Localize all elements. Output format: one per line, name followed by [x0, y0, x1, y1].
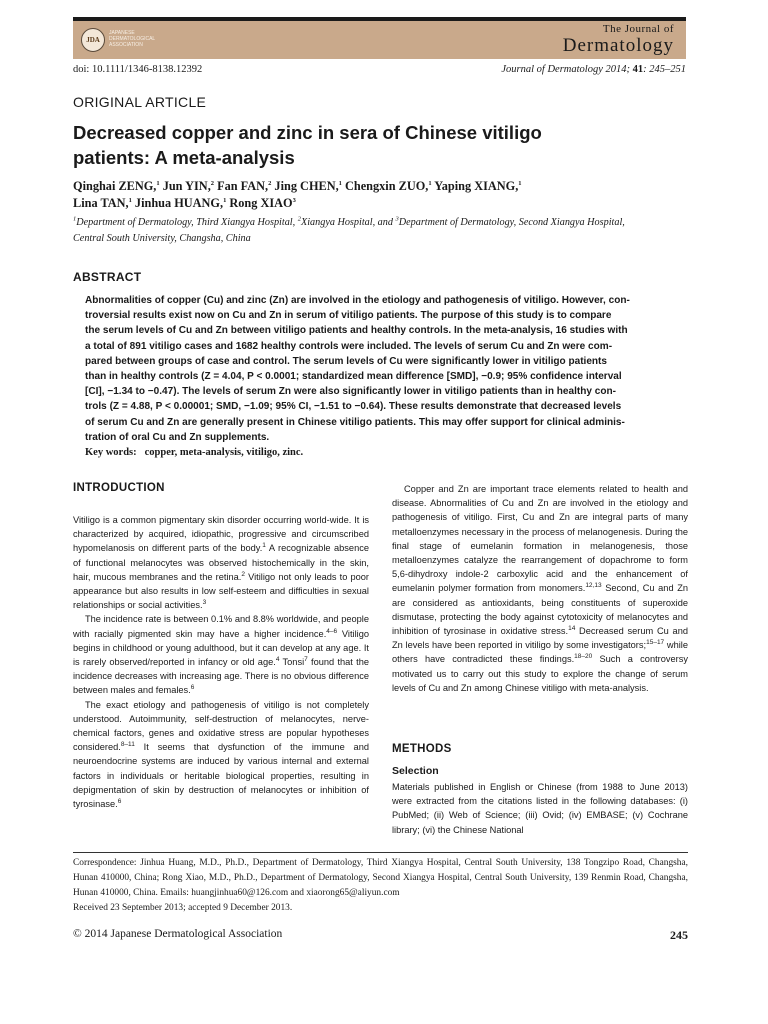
- abstract-line: trols (Z = 4.88, P < 0.00001; SMD, −1.09; 95% CI, −1.51 to −0.64). These results demonstrate that decreased levels: [85, 401, 622, 413]
- citation-volume: 41: [632, 64, 644, 75]
- citation-marker: 6: [117, 797, 122, 805]
- affil-text: Department of Dermatology, Second Xiangya Hospital,: [398, 217, 625, 228]
- paragraph: [73, 513, 369, 612]
- citation: [501, 64, 686, 75]
- title-line: Decreased copper and zinc in sera of Chinese vitiligo: [73, 122, 542, 143]
- author-affil-marker: 1: [223, 196, 227, 204]
- paragraph: [73, 698, 369, 812]
- text-run: A recognizable absence of functional melanocytes was observed histochemically in the skin, hair, mucous membranes and the retina.: [73, 543, 369, 582]
- author-name: Fan FAN,: [214, 179, 269, 193]
- citation-marker: 3: [202, 599, 207, 607]
- copyright: © 2014 Japanese Dermatological Association: [73, 928, 283, 940]
- footnote-divider: [73, 852, 688, 853]
- right-column-body: [392, 482, 688, 695]
- journal-title: [563, 23, 674, 56]
- citation-marker: 4: [275, 655, 280, 663]
- keywords: [85, 447, 303, 458]
- methods-heading: METHODS: [392, 743, 452, 755]
- association-name: [109, 30, 229, 48]
- citation-marker: 1: [262, 542, 266, 550]
- journal-banner: [73, 17, 686, 59]
- abstract-line: the serum levels of Cu and Zn between vitiligo patients and healthy controls. In the meta-analysis, 16 studies with: [85, 325, 628, 337]
- text-run: It seems that dysfunction of the immune and neuroendocrine systems are induced by various internal and external factors in individuals or heritable biological properties, resulting in depigmentation of skin by destruction of melanocytes or inhibition of tyrosinase.: [73, 742, 369, 810]
- abstract-line: than in healthy controls (Z = 4.04, P < 0.0001; standardized mean difference [SMD], −0.9; 95% confidence interval: [85, 371, 622, 383]
- text-run: Vitiligo is a common pigmentary skin disorder occurring world-wide. It is characterized by acquired, idiopathic, progressive and circumscribed hypomelanosis on different parts of the body.: [73, 515, 369, 554]
- author-list: [73, 178, 683, 212]
- abstract-line: Abnormalities of copper (Cu) and zinc (Zn) are involved in the etiology and pathogenesis of vitiligo. However, con-: [85, 295, 630, 306]
- author-affil-marker: 1: [128, 196, 132, 204]
- affil-marker: 1: [73, 215, 77, 223]
- article-title: [73, 120, 673, 170]
- abstract-line: of serum Cu and Zn are generally present in Chinese vitiligo patients. This may offer support for clinical adminis-: [85, 416, 625, 428]
- text-run: Second, Cu and Zn are considered as antioxidants, being constituents of superoxide dismutase, protecting the body against cytotoxicity of melanocytes and inhibition of tyrosinase in oxidative stress.: [392, 583, 688, 637]
- author-affil-marker: 1: [428, 179, 432, 187]
- author-name: Chengxin ZUO,: [341, 179, 429, 193]
- author-affil-marker: 1: [338, 179, 342, 187]
- author-name: Jun YIN,: [159, 179, 211, 193]
- affil-text: Xiangya Hospital, and: [300, 217, 396, 228]
- selection-body: Materials published in English or Chinese (from 1988 to June 2013) were extracted from the citations listed in the following databases: (i) PubMed; (ii) Web of Science; (iii) Ovid; (iv) EMBASE; (v) Cochrane library; (vi) the Chinese National: [392, 782, 688, 835]
- affiliation-line: Central South University, Changsha, China: [73, 233, 251, 244]
- keywords-values: copper, meta-analysis, vitiligo, zinc.: [144, 447, 304, 458]
- correspondence-text: Correspondence: Jinhua Huang, M.D., Ph.D., Department of Dermatology, Third Xiangya Hospital, Central South University, 138 Tongzipo Road, Changsha, Hunan 410000, China; Rong Xiao, M.D., Ph.D., Department of Dermatology, Second Xiangya Hospital, Central South University, 139 Renmin Road, Changsha, Hunan 410000, China. Emails: huangjinhua60@126.com and xiaorong65@aliyun.com: [73, 858, 688, 898]
- author-affil-marker: 1: [518, 179, 522, 187]
- author-affil-marker: 2: [210, 179, 215, 187]
- citation-journal: Journal of Dermatology: [501, 64, 603, 75]
- citation-marker: 8–11: [120, 741, 135, 749]
- text-run: while others have contradicted these findings.: [392, 640, 689, 665]
- abstract-body: [85, 293, 688, 445]
- doi: doi: 10.1111/1346-8138.12392: [73, 64, 203, 75]
- citation-marker: 4–6: [326, 627, 338, 635]
- affiliation-line: [73, 215, 688, 231]
- author-affil-marker: 2: [268, 179, 272, 187]
- text-run: Decreased serum Cu and Zn levels have been reported in vitiligo by some investigators;: [392, 626, 688, 651]
- text-run: found that the incidence decreases with increasing age. There is no obvious difference between males and females.: [73, 657, 369, 696]
- keywords-label: Key words:: [85, 447, 137, 458]
- title-line: patients: A meta-analysis: [73, 147, 295, 168]
- abstract-line: [CI], −1.34 to −0.47). The levels of serum Zn were also significantly lower in vitiligo patients than in healthy con-: [85, 386, 616, 398]
- abstract-line: a total of 891 vitiligo cases and 1682 healthy controls were included. The levels of serum Cu and Zn were com-: [85, 340, 613, 352]
- affil-marker: 2: [297, 215, 301, 223]
- citation-marker: 14: [568, 624, 576, 632]
- citation-marker: 6: [190, 684, 195, 692]
- abstract-line: tration of oral Cu and Zn supplements.: [85, 431, 270, 443]
- citation-pages: : 245–251: [643, 64, 686, 75]
- author-affil-marker: 3: [292, 196, 296, 204]
- selection-subheading: Selection: [392, 765, 439, 777]
- introduction-body: [73, 513, 369, 811]
- author-name: Yaping XIANG,: [431, 179, 519, 193]
- author-name: Jinhua HUANG,: [131, 196, 224, 210]
- correspondence-note: [73, 856, 688, 916]
- article-type: ORIGINAL ARTICLE: [73, 94, 207, 110]
- author-name: Rong XIAO: [226, 196, 293, 210]
- text-run: Vitiligo not only leads to poor appearance but also results in low self-esteem and difficulties in sexual relationships or social activities.: [73, 571, 370, 611]
- citation-marker: 18–20: [574, 653, 593, 661]
- journal-title-name: Dermatology: [562, 35, 674, 56]
- author-affil-marker: 1: [156, 179, 160, 187]
- author-name: Jing CHEN,: [271, 179, 339, 193]
- citation-marker: 7: [304, 655, 308, 663]
- affil-text: Department of Dermatology, Third Xiangya Hospital,: [76, 217, 298, 228]
- citation-year: 2014;: [602, 64, 633, 75]
- author-line: [73, 195, 683, 212]
- text-run: The incidence rate is between 0.1% and 8.8% worldwide, and people with racially pigmented skin may have a higher incidence.: [73, 614, 369, 639]
- association-line: ASSOCIATION: [109, 42, 143, 48]
- text-run: Such a controversy motivated us to carry out this study to explore the change of serum levels of Cu and Zn among Chinese vitiligo with meta-analysis.: [392, 654, 688, 693]
- paragraph: [392, 482, 688, 695]
- association-line: JAPANESE: [109, 30, 135, 36]
- introduction-heading: INTRODUCTION: [73, 482, 165, 494]
- citation-marker: 15–17: [646, 639, 665, 647]
- author-name: Qinghai ZENG,: [73, 179, 157, 193]
- text-run: Vitiligo begins in childhood or young adulthood, but it can develop at any age. It is rarely observed/reported in infancy or old age.: [73, 628, 369, 668]
- abstract-line: pared between groups of case and control. The serum levels of Cu were significantly lower in vitiligo patients: [85, 355, 607, 367]
- text-run: Tonsi: [279, 657, 305, 668]
- journal-title-prefix: The Journal of: [602, 23, 674, 35]
- text-run: The exact etiology and pathogenesis of vitiligo is not completely understood. Autoimmunity, self-destruction of melanocytes, nerve-chemical factors, genes and oxidative stress are popular hypotheses considered.: [73, 699, 369, 753]
- affil-marker: 3: [395, 215, 399, 223]
- author-line: [73, 178, 683, 195]
- page-number: 245: [670, 928, 688, 942]
- citation-marker: 2: [241, 570, 245, 578]
- received-dates: Received 23 September 2013; accepted 9 December 2013.: [73, 903, 293, 913]
- text-run: Copper and Zn are important trace elements related to health and disease. Abnormalities of Cu and Zn are involved in the etiology and pathogenesis of vitiligo. First, Cu and Zn are integral parts of many metalloenzymes necessary in the process of melanogenesis. During the final stage of eumelanin formation in melanogenesis, those metalloenzymes catalyze the rearrangement of dopachrome to form 5,6-dihydroxy indole-2 carboxylic acid and the enhancement of eumelanin polymer formation from monomers.: [392, 484, 688, 594]
- jda-seal-logo: JDA: [81, 28, 105, 52]
- author-name: Lina TAN,: [73, 196, 129, 210]
- association-line: DERMATOLOGICAL: [109, 36, 156, 42]
- abstract-heading: ABSTRACT: [73, 270, 142, 284]
- affiliations: [73, 215, 688, 247]
- citation-marker: 12,13: [585, 582, 602, 590]
- paragraph: [73, 612, 369, 697]
- abstract-line: troversial results exist now on Cu and Zn in serum of vitiligo patients. The purpose of this study is to compare: [85, 310, 612, 322]
